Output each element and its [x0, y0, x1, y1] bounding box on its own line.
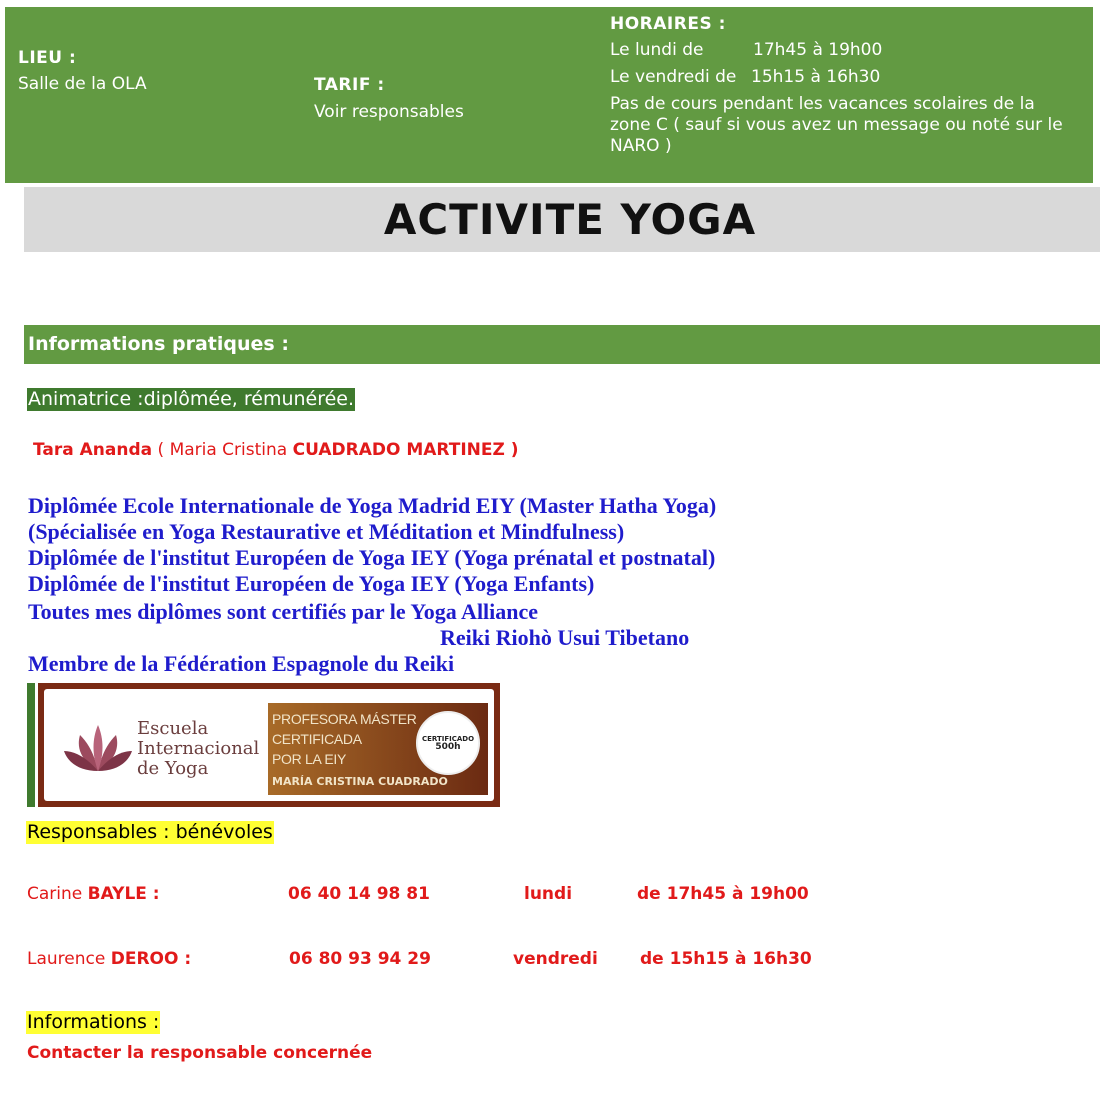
certification-seal-icon	[416, 711, 480, 775]
badge-certification-panel	[268, 703, 488, 795]
horaire-lundi-day: Le lundi de	[610, 40, 704, 60]
vacation-note-line-3: NARO )	[610, 136, 672, 156]
contact-note: Contacter la responsable concernée	[27, 1043, 373, 1063]
contact-last-name: DEROO :	[110, 949, 192, 969]
diploma-line: Diplômée Ecole Internationale de Yoga Madrid EIY (Master Hatha Yoga)	[28, 493, 717, 518]
horaire-vendredi-time: 15h15 à 16h30	[751, 67, 881, 87]
contact-name	[27, 949, 191, 969]
contact-time: de 17h45 à 19h00	[637, 884, 809, 904]
diploma-line: Diplômée de l'institut Européen de Yoga IEY (Yoga prénatal et postnatal)	[28, 545, 716, 570]
seal-text-line: 500h	[435, 742, 461, 752]
badge-certification-text	[272, 709, 417, 769]
contact-phone: 06 80 93 94 29	[289, 949, 431, 969]
contact-time: de 15h15 à 16h30	[640, 949, 812, 969]
instructor-surname: CUADRADO MARTINEZ	[292, 440, 505, 460]
info-title: Informations pratiques :	[28, 333, 289, 355]
animatrice-label: Animatrice :diplômée, rémunérée.	[28, 388, 355, 410]
lieu-label: LIEU :	[18, 48, 77, 68]
contact-first-name: Laurence	[27, 949, 111, 969]
vacation-note-line-1: Pas de cours pendant les vacances scolaires de la	[610, 94, 1035, 114]
badge-panel	[44, 689, 494, 801]
instructor-paren-close: )	[504, 440, 519, 460]
instructor-first-name: Tara Ananda	[33, 440, 153, 460]
seal-text-line: CERTIFICADO	[421, 735, 475, 743]
badge-holder-name: MARÍA CRISTINA CUADRADO	[272, 775, 448, 788]
contact-first-name: Carine	[27, 884, 88, 904]
badge-school-line: de Yoga	[137, 758, 209, 779]
instructor-paren-open: ( Maria Cristina	[152, 440, 293, 460]
contact-phone: 06 40 14 98 81	[288, 884, 430, 904]
badge-green-strip	[27, 683, 35, 807]
contact-day: vendredi	[513, 949, 598, 969]
lieu-value: Salle de la OLA	[18, 74, 147, 94]
diploma-line: (Spécialisée en Yoga Restaurative et Méditation et Mindfulness)	[28, 519, 625, 544]
horaire-lundi-time: 17h45 à 19h00	[753, 40, 883, 60]
diploma-line: Reiki Riohò Usui Tibetano	[440, 625, 690, 650]
tarif-label: TARIF :	[314, 75, 385, 95]
contact-last-name: BAYLE :	[87, 884, 160, 904]
informations-label: Informations :	[27, 1011, 160, 1033]
tarif-value: Voir responsables	[314, 102, 464, 122]
eiy-certificate-badge	[38, 683, 500, 807]
badge-school-line: Escuela	[137, 718, 209, 739]
instructor-name	[33, 440, 519, 460]
badge-cert-line: POR LA EIY	[272, 751, 347, 767]
diploma-line: Toutes mes diplômes sont certifiés par le Yoga Alliance	[28, 599, 539, 624]
responsables-label: Responsables : bénévoles	[27, 821, 273, 843]
diploma-line: Membre de la Fédération Espagnole du Reiki	[28, 651, 455, 676]
horaire-vendredi-day: Le vendredi de	[610, 67, 737, 87]
contact-name	[27, 884, 160, 904]
badge-school-line: Internacional	[137, 738, 260, 759]
vacation-note-line-2: zone C ( sauf si vous avez un message ou noté sur le	[610, 115, 1063, 135]
badge-cert-line: PROFESORA MÁSTER	[272, 711, 417, 727]
badge-school-name	[137, 719, 259, 779]
horaires-label: HORAIRES :	[610, 14, 726, 34]
diploma-line: Diplômée de l'institut Européen de Yoga IEY (Yoga Enfants)	[28, 571, 595, 596]
page-title: ACTIVITE YOGA	[383, 195, 757, 244]
badge-cert-line: CERTIFICADA	[272, 731, 362, 747]
contact-day: lundi	[524, 884, 573, 904]
lotus-logo-icon	[62, 721, 134, 773]
